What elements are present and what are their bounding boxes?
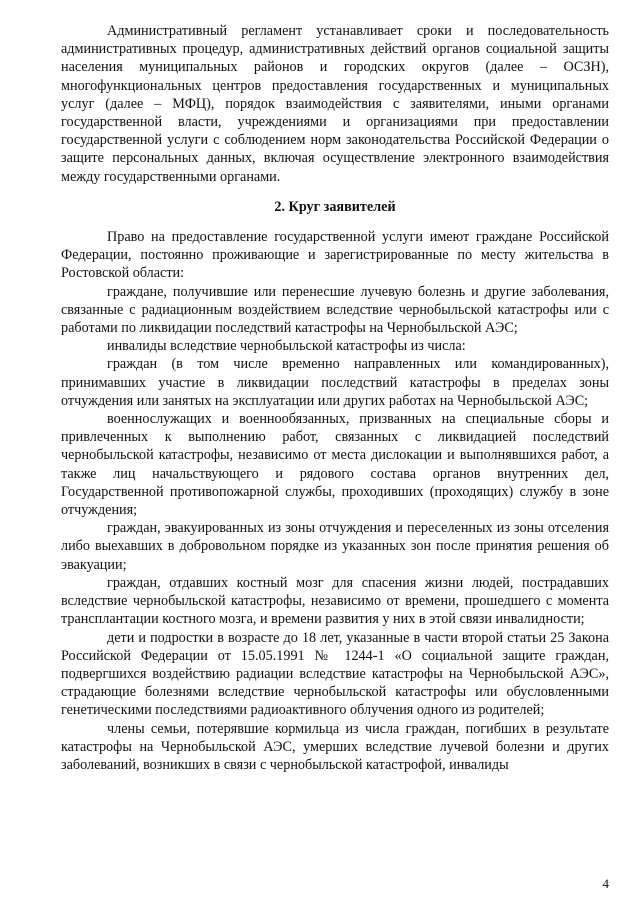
body-paragraph: граждан (в том числе временно направленных или командированных), принимавших участие в ликвидации последствий катастрофы в пределах зоны отчуждения или занятых на эксплуатации или других работах на Чернобыльской АЭС; bbox=[61, 356, 609, 409]
page-number: 4 bbox=[602, 876, 609, 891]
body-paragraph: граждан, эвакуированных из зоны отчуждения и переселенных из зоны отселения либо выехавших в добровольном порядке из указанных зон после принятия решения об эвакуации; bbox=[61, 520, 609, 573]
body-paragraph: члены семьи, потерявшие кормильца из числа граждан, погибших в результате катастрофы на Чернобыльской АЭС, умерших вследствие лучевой болезни и других заболеваний, возникших в связи с чернобыльской катастрофой, инвалиды bbox=[61, 720, 609, 773]
intro-paragraph: Административный регламент устанавливает сроки и последовательность административных процедур, административных действий органов социальной защиты населения муниципальных районов и городских округов (далее – ОСЗН), многофункциональных центров предоставления государственных и муниципальных услуг (далее – МФЦ), порядок взаимодействия с заявителями, иными органами государственной власти, учреждениями и организациями при предоставлении государственной услуги с соблюдением норм законодательства Российской Федерации о защите персональных данных, включая осуществление электронного взаимодействия между государственными органами. bbox=[61, 23, 609, 185]
body-paragraph: дети и подростки в возрасте до 18 лет, указанные в части второй статьи 25 Закона Российской Федерации от 15.05.1991 № 1244-1 «О социальной защите граждан, подвергшихся воздействию радиации вследствие катастрофы на Чернобыльской АЭС», страдающие болезнями вследствие чернобыльской катастрофы или обусловленными генетическими последствиями радиоактивного облучения одного из родителей; bbox=[61, 629, 609, 719]
document-body bbox=[61, 22, 609, 774]
body-paragraph: граждане, получившие или перенесшие лучевую болезнь и другие заболевания, связанные с радиационным воздействием вследствие чернобыльской катастрофы или с работами по ликвидации последствий катастрофы на Чернобыльской АЭС; bbox=[61, 283, 609, 337]
body-paragraph: Право на предоставление государственной услуги имеют граждане Российской Федерации, постоянно проживающие и зарегистрированные по месту жительства в Ростовской области: bbox=[61, 229, 609, 282]
body-paragraph: граждан, отдавших костный мозг для спасения жизни людей, пострадавших вследствие чернобыльской катастрофы, независимо от времени, прошедшего с момента трансплантации костного мозга, и времени развития у них в этой связи инвалидности; bbox=[61, 574, 609, 628]
body-paragraph: инвалиды вследствие чернобыльской катастрофы из числа: bbox=[107, 338, 466, 355]
section-heading: 2. Круг заявителей bbox=[274, 198, 396, 215]
body-paragraph: военнослужащих и военнообязанных, призванных на специальные сборы и привлеченных к выполнению работ, связанных с ликвидацией последствий чернобыльской катастрофы, независимо от места дислокации и выполнявшихся работ, а также лиц начальствующего и рядового состава органов внутренних дел, Государственной противопожарной службы, проходивших (проходящих) службу в зоне отчуждения; bbox=[61, 411, 609, 519]
